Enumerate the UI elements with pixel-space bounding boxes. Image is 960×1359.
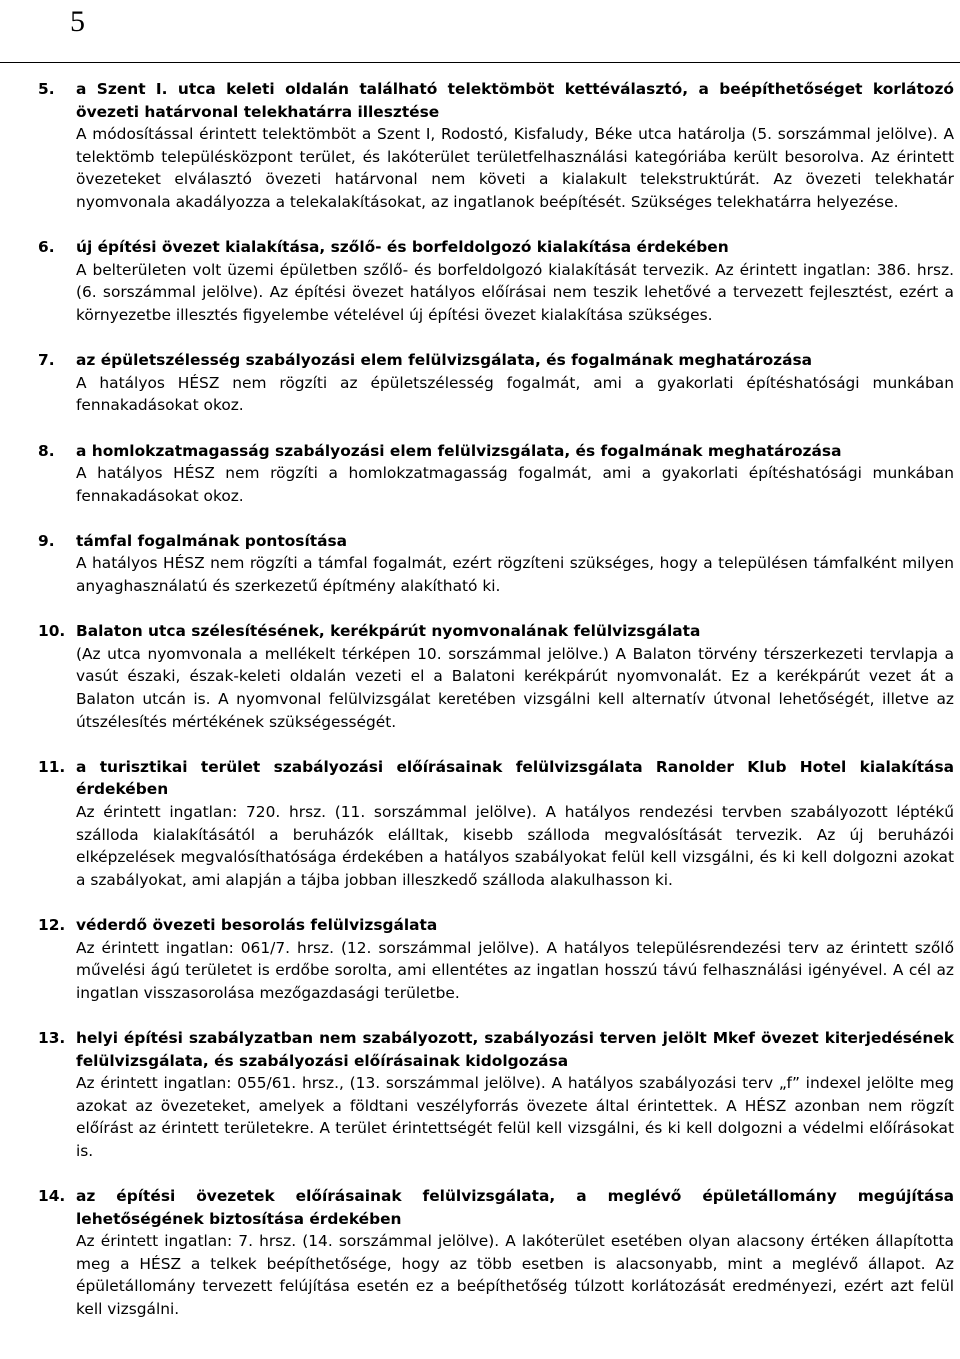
section-text: A hatályos HÉSZ nem rögzíti a támfal fogalmát, ezért rögzíteni szükséges, hogy a településen támfalként milyen anyaghasználatú és szerkezetű építmény alakítható ki. [76,554,954,596]
section-heading: véderdő övezeti besorolás felülvizsgálata [76,915,438,934]
document-body [38,78,954,1321]
section-heading: az építési övezetek előírásainak felülvizsgálata, a meglévő épületállomány megújítása lehetőségének biztosítása érdekében [76,1187,954,1228]
section-text: Az érintett ingatlan: 055/61. hrsz., (13. sorszámmal jelölve). A hatályos szabályozási terv „f” indexel jelölte meg azokat az övezeteket, amelyek a földtani veszélyforrás övezete által érintettek. A HÉSZ azonban nem rögzít előírást az érintett területekre. A terület érintettségét felül kell vizsgálni, és ki kell dolgozni a védelmi előírásokat is. [76,1074,954,1160]
section-11 [38,756,954,892]
section-7 [38,349,954,417]
section-text: Az érintett ingatlan: 720. hrsz. (11. sorszámmal jelölve). A hatályos rendezési tervben szabályozott léptékű szálloda kialakításától a beruházók elálltak, kisebb szálloda megvalósítását tervezik. Az új beruházói elképzelések megvalósíthatósága érdekében a hatályos szabályokat felül kell vizsgálni, és ki kell dolgozni azokat a szabályokat, ami alapján a tájba jobban illeszkedő szálloda alakulhasson ki. [76,803,954,889]
section-number: 8. [38,441,55,460]
section-text: Az érintett ingatlan: 061/7. hrsz. (12. sorszámmal jelölve). A hatályos településrendezési terv az érintett szőlő művelési ágú területet is erdőbe sorolta, ami ellentétes az ingatlan hosszú távú felhasználási igényével. A cél az ingatlan visszasorolása mezőgazdasági területbe. [76,938,954,1002]
section-heading: az épületszélesség szabályozási elem felülvizsgálata, és fogalmának meghatározása [76,351,813,370]
section-12 [38,914,954,1004]
section-heading: támfal fogalmának pontosítása [76,531,348,550]
section-heading: Balaton utca szélesítésének, kerékpárút nyomvonalának felülvizsgálata [76,622,701,641]
section-number: 10. [38,622,66,641]
section-heading: a turisztikai terület szabályozási előírásainak felülvizsgálata Ranolder Klub Hotel kialakítása érdekében [76,757,954,799]
section-number: 6. [38,238,55,257]
section-number: 13. [38,1028,66,1047]
section-text: Az érintett ingatlan: 7. hrsz. (14. sorszámmal jelölve). A lakóterület esetében olyan alacsony értéken állapította meg a HÉSZ a telkek beépíthetősége, hogy az több esetben is alacsonyabb, mint a meglévő állapot. Az épületállomány tervezett felújítása esetén ez a beépíthetőség túlzott korlátozását eredményezi, ezért azt felül kell vizsgálni. [76,1232,954,1319]
section-number: 11. [38,757,66,776]
section-text: A hatályos HÉSZ nem rögzíti az épületszélesség fogalmát, ami a gyakorlati építéshatósági munkában fennakadásokat okoz. [76,373,954,415]
section-heading: helyi építési szabályzatban nem szabályozott, szabályozási terven jelölt Mkef övezet kiterjedésének felülvizsgálata, és szabályozási előírásainak kidolgozása [76,1028,954,1070]
section-8 [38,440,954,508]
section-number: 12. [38,915,66,934]
section-9 [38,530,954,598]
section-text: A belterületen volt üzemi épületben szőlő- és borfeldolgozó kialakítását tervezik. Az érintett ingatlan: 386. hrsz. (6. sorszámmal jelölve). Az építési övezet hatályos előírásai nem teszik lehetővé a tervezett fejlesztést, ezért a környezetbe illesztés figyelembe vételével új építési övezet kialakítása szükséges. [76,260,954,324]
section-5 [38,78,954,214]
section-text: A hatályos HÉSZ nem rögzíti a homlokzatmagasság fogalmát, ami a gyakorlati építéshatósági munkában fennakadásokat okoz. [76,464,954,505]
section-13 [38,1027,954,1163]
section-6 [38,236,954,326]
section-text: A módosítással érintett telektömböt a Szent I, Rodostó, Kisfaludy, Béke utca határolja (5. sorszámmal jelölve). A telektömb településközpont terület, és lakóterület területfelhasználási kategóriába került besorolva. Az érintett övezeteket elválasztó övezeti határvonal nem követi a kialakult telekstruktúrát. Az övezeti telekhatár nyomvonala akadályozza a telekalakításokat, az ingatlanok beépítését. Szükséges telekhatárra helyezése. [76,125,954,211]
section-10 [38,620,954,733]
section-number: 7. [38,351,55,370]
section-14 [38,1185,954,1321]
section-number: 5. [38,80,55,98]
section-number: 14. [38,1187,66,1206]
header-rule [0,62,960,63]
page-number: 5 [70,5,85,38]
section-number: 9. [38,531,55,550]
section-heading: a Szent I. utca keleti oldalán található telektömböt kettéválasztó, a beépíthetőséget korlátozó övezeti határvonal telekhatárra illesztése [76,80,954,121]
section-heading: a homlokzatmagasság szabályozási elem felülvizsgálata, és fogalmának meghatározása [76,441,842,460]
section-heading: új építési övezet kialakítása, szőlő- és borfeldolgozó kialakítása érdekében [76,238,729,257]
section-text: (Az utca nyomvonala a mellékelt térképen 10. sorszámmal jelölve.) A Balaton törvény térszerkezeti tervlapja a vasút északi, észak-keleti oldalán vezeti el a Balatoni kerékpárút nyomvonalát. Ez a kerékpárút vezet át a Balaton utcán is. A nyomvonal felülvizsgálat keretében vizsgálni kell alternatív útvonal lehetőségét, illetve az útszélesítés mértékének szükségességét. [76,644,954,731]
